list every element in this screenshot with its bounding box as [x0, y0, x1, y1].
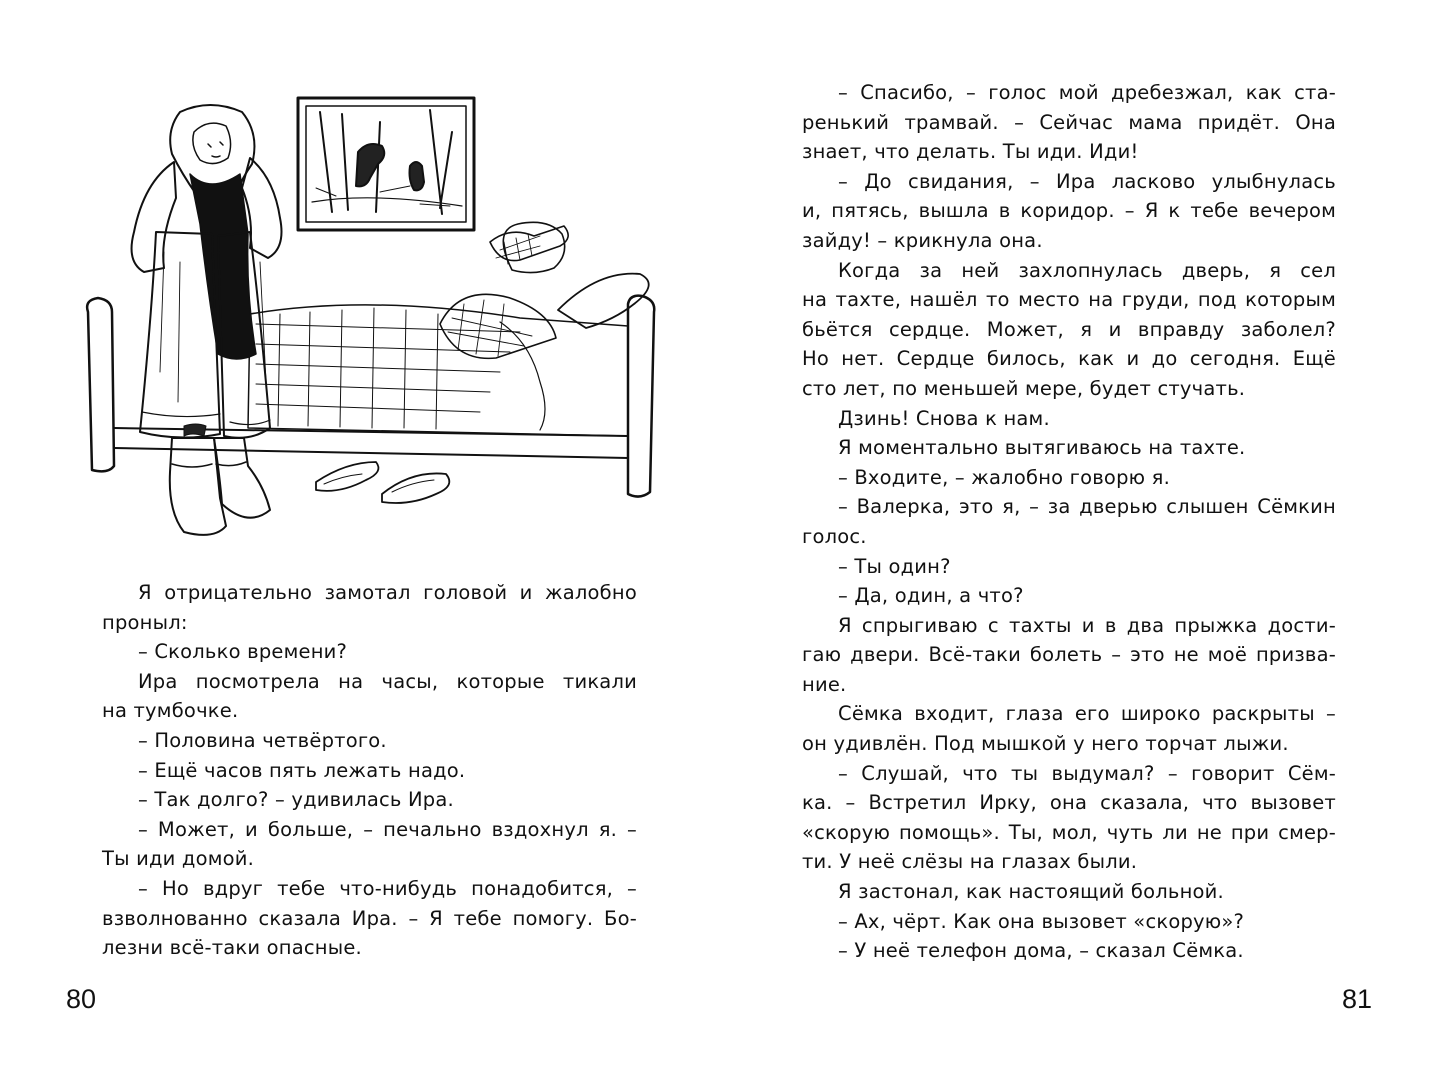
bed: [87, 296, 654, 497]
page-number: 81: [1342, 984, 1373, 1014]
boy-in-bed: [440, 222, 649, 358]
text-line: он удивлён. Под мышкой у него торчат лыжи.: [802, 732, 1289, 756]
text-line: – Ещё часов пять лежать надо.: [138, 758, 466, 782]
text-line: зайду! – крикнула она.: [802, 228, 1043, 252]
text-line: на тахте, нашёл то место на груди, под которым: [802, 288, 1336, 312]
left-page-text: [102, 578, 637, 963]
text-line: Когда за ней захлопнулась дверь, я сел: [838, 258, 1336, 282]
text-line: – Но вдруг тебе что-нибудь понадобится, –: [138, 876, 637, 900]
text-line: Я отрицательно замотал головой и жалобно: [138, 581, 637, 604]
text-line: – До свидания, – Ира ласково улыбнулась: [838, 169, 1336, 193]
text-line: – Ах, чёрт. Как она вызовет «скорую»?: [838, 909, 1245, 933]
text-line: бьётся сердце. Может, я и вправду заболел?: [802, 317, 1336, 341]
text-line: – Может, и больше, – печально вздохнул я. –: [138, 817, 637, 841]
text-line: – Валерка, это я, – за дверью слышен Сёмкин: [838, 495, 1336, 519]
text-line: – Слушай, что ты выдумал? – говорит Сём-: [838, 761, 1336, 785]
text-line: знает, что делать. Ты иди. Иди!: [802, 140, 1139, 164]
girl-and-boy-illustration: [80, 92, 670, 540]
page-number: 80: [66, 984, 97, 1014]
text-line: Ира посмотрела на часы, которые тикали: [138, 669, 637, 693]
text-line: Ты иди домой.: [102, 847, 255, 871]
text-line: – Спасибо, – голос мой дребезжал, как ста-: [838, 81, 1336, 104]
text-line: проныл:: [102, 610, 188, 634]
text-line: – У неё телефон дома, – сказал Сёмка.: [838, 939, 1244, 963]
text-line: Сёмка входит, глаза его широко раскрыты –: [838, 702, 1336, 726]
text-line: «скорую помощь». Ты, мол, чуть ли не при смер-: [802, 820, 1336, 844]
text-line: Я моментально вытягиваюсь на тахте.: [838, 436, 1246, 460]
text-line: ти. У неё слёзы на глазах были.: [802, 850, 1138, 874]
girl-in-fur-coat: [132, 105, 282, 535]
text-line: – Да, один, а что?: [838, 584, 1024, 608]
text-line: – Так долго? – удивилась Ира.: [138, 788, 454, 812]
text-line: Я застонал, как настоящий больной.: [838, 880, 1224, 904]
text-line: Но нет. Сердце билось, как и до сегодня. Ещё: [802, 347, 1336, 371]
text-line: – Половина четвёртого.: [138, 728, 387, 752]
text-line: на тумбочке.: [102, 699, 239, 723]
text-line: – Входите, – жалобно говорю я.: [838, 465, 1170, 489]
right-page: [720, 0, 1439, 1080]
text-line: голос.: [802, 524, 867, 548]
text-line: и, пятясь, вышла в коридор. – Я к тебе вечером: [802, 199, 1336, 223]
text-line: ренький трамвай. – Сейчас мама придёт. Она: [802, 110, 1336, 134]
text-line: ка. – Встретил Ирку, она сказала, что вызовет: [802, 791, 1336, 815]
text-line: Дзинь! Снова к нам.: [838, 406, 1050, 430]
text-line: Я спрыгиваю с тахты и в два прыжка дости-: [838, 613, 1336, 637]
text-line: взволнованно сказала Ира. – Я тебе помогу. Бо-: [102, 906, 637, 930]
text-line: – Ты один?: [838, 554, 951, 578]
text-line: лезни всё-таки опасные.: [102, 936, 362, 960]
wall-painting: [298, 98, 474, 230]
text-line: – Сколько времени?: [138, 640, 348, 664]
text-line: сто лет, по меньшей мере, будет стучать.: [802, 376, 1246, 400]
right-page-text: [802, 78, 1336, 966]
text-line: гаю двери. Всё-таки болеть – это не моё призва-: [802, 643, 1336, 667]
slippers: [316, 462, 449, 503]
text-line: ние.: [802, 672, 847, 696]
